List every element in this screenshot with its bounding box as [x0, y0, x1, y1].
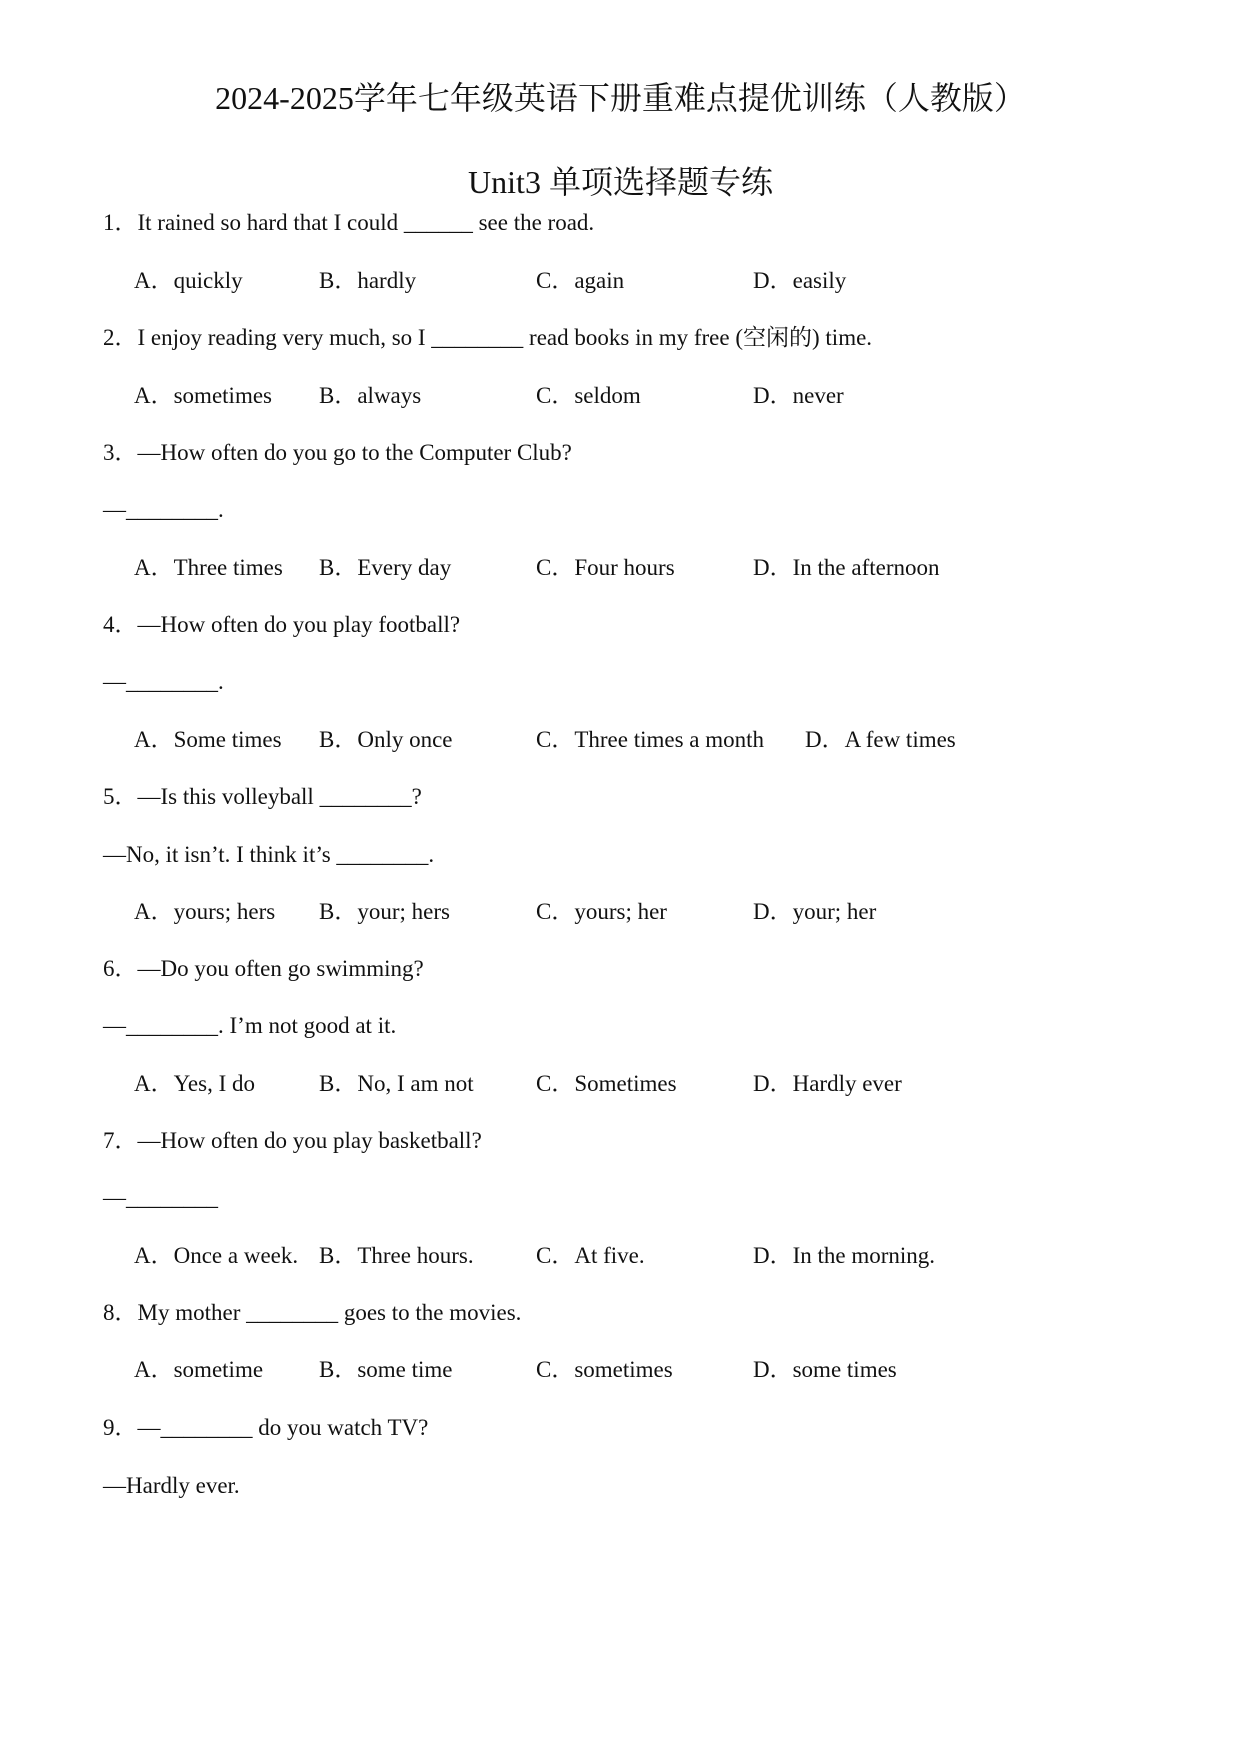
question-6-option-c[interactable]: C．Sometimes: [536, 1071, 677, 1096]
question-7-option-a[interactable]: A．Once a week.: [134, 1243, 299, 1268]
question-6-option-b[interactable]: B．No, I am not: [319, 1071, 474, 1096]
question-3-option-b[interactable]: B．Every day: [319, 555, 452, 580]
question-6-answer-line: —________. I’m not good at it.: [103, 1013, 397, 1038]
question-7-options: [0, 1241, 1241, 1271]
question-4-option-b[interactable]: B．Only once: [319, 727, 453, 752]
question-8-option-b[interactable]: B．some time: [319, 1357, 453, 1382]
question-6-options: [0, 1069, 1241, 1099]
question-7-stem: 7．—How often do you play basketball?: [103, 1128, 482, 1153]
question-2-option-d[interactable]: D．never: [753, 383, 844, 408]
question-1-stem: 1．It rained so hard that I could ______ see the road.: [103, 210, 595, 235]
question-6-option-a[interactable]: A．Yes, I do: [134, 1071, 255, 1096]
question-5-answer-line: —No, it isn’t. I think it’s ________.: [103, 842, 435, 867]
question-3-options: [0, 553, 1241, 583]
question-5-option-c[interactable]: C．yours; her: [536, 899, 667, 924]
question-4-option-a[interactable]: A．Some times: [134, 727, 282, 752]
question-5-option-d[interactable]: D．your; her: [753, 899, 877, 924]
question-2-stem: 2．I enjoy reading very much, so I ________ read books in my free (空闲的) time.: [103, 325, 873, 350]
question-1-option-d[interactable]: D．easily: [753, 268, 847, 293]
question-2-option-c[interactable]: C．seldom: [536, 383, 641, 408]
question-4-stem: 4．—How often do you play football?: [103, 612, 461, 637]
question-5-options: [0, 897, 1241, 927]
question-1-option-a[interactable]: A．quickly: [134, 268, 243, 293]
question-4-answer-line: —________.: [103, 669, 224, 694]
question-2-options: [0, 381, 1241, 411]
question-3-stem: 3．—How often do you go to the Computer Club?: [103, 440, 572, 465]
question-2-option-a[interactable]: A．sometimes: [134, 383, 272, 408]
question-1-options: [0, 266, 1241, 296]
question-1-option-b[interactable]: B．hardly: [319, 268, 417, 293]
question-3-option-c[interactable]: C．Four hours: [536, 555, 675, 580]
question-8-option-c[interactable]: C．sometimes: [536, 1357, 673, 1382]
question-1-option-c[interactable]: C．again: [536, 268, 625, 293]
question-9-stem: 9．—________ do you watch TV?: [103, 1415, 429, 1440]
question-5-option-a[interactable]: A．yours; hers: [134, 899, 276, 924]
question-8-option-d[interactable]: D．some times: [753, 1357, 897, 1382]
question-3-option-d[interactable]: D．In the afternoon: [753, 555, 940, 580]
question-4-option-d[interactable]: D．A few times: [805, 727, 956, 752]
question-4-options: [0, 725, 1241, 755]
question-3-option-a[interactable]: A．Three times: [134, 555, 283, 580]
question-9-answer-line: —Hardly ever.: [103, 1473, 240, 1498]
question-5-stem: 5．—Is this volleyball ________?: [103, 784, 422, 809]
question-5-option-b[interactable]: B．your; hers: [319, 899, 450, 924]
question-3-answer-line: —________.: [103, 497, 224, 522]
question-7-answer-line: —________: [103, 1185, 218, 1210]
question-6-stem: 6．—Do you often go swimming?: [103, 956, 424, 981]
page-title: 2024-2025学年七年级英语下册重难点提优训练（人教版）: [215, 80, 1026, 116]
question-2-option-b[interactable]: B．always: [319, 383, 422, 408]
question-6-option-d[interactable]: D．Hardly ever: [753, 1071, 902, 1096]
question-4-option-c[interactable]: C．Three times a month: [536, 727, 765, 752]
question-8-stem: 8．My mother ________ goes to the movies.: [103, 1300, 522, 1325]
question-8-option-a[interactable]: A．sometime: [134, 1357, 264, 1382]
question-8-options: [0, 1355, 1241, 1385]
question-7-option-d[interactable]: D．In the morning.: [753, 1243, 936, 1268]
page-subtitle: Unit3 单项选择题专练: [468, 164, 773, 200]
question-7-option-c[interactable]: C．At five.: [536, 1243, 645, 1268]
question-7-option-b[interactable]: B．Three hours.: [319, 1243, 474, 1268]
